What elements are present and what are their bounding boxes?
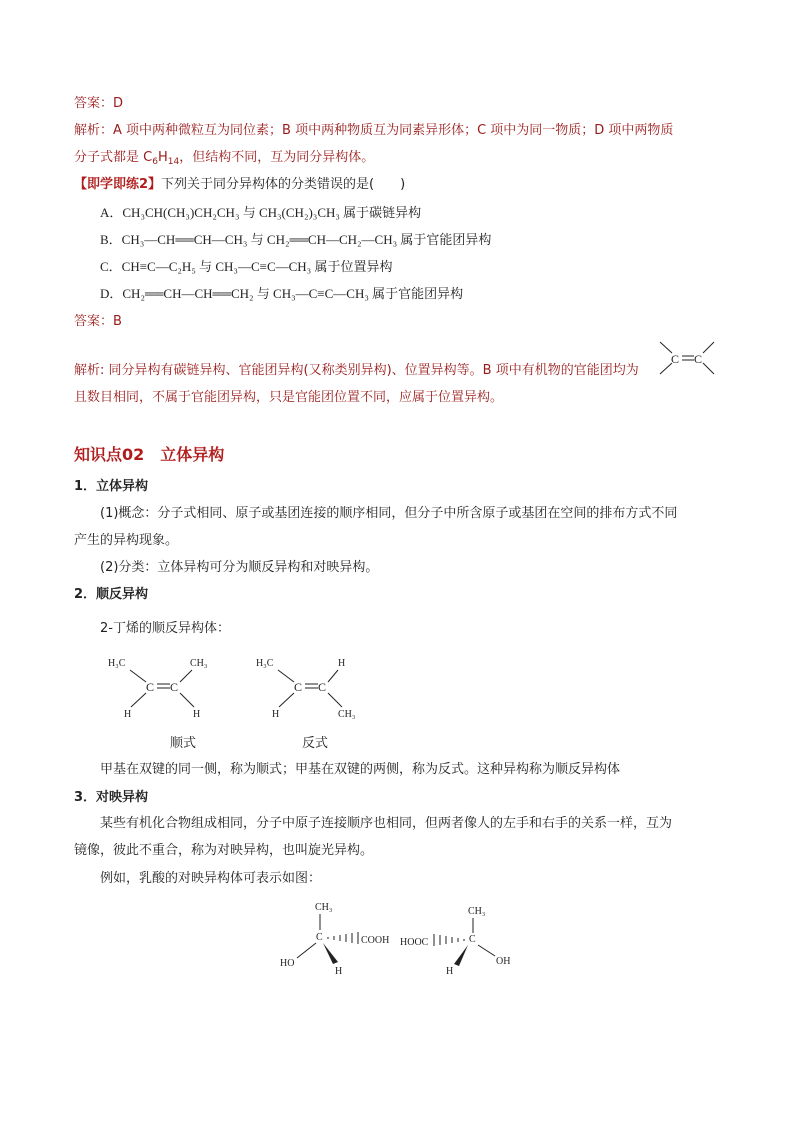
- bond-line: [703, 363, 714, 374]
- s2-description: 甲基在双键的同一侧，称为顺式；甲基在双键的两侧，称为反式。这种异构称为顺反异构体: [100, 762, 621, 777]
- bond-line: [328, 670, 338, 682]
- lactic-right-hooc: HOOC: [400, 937, 429, 948]
- trans-atom-c2: C: [318, 680, 327, 694]
- s1-classification: (2)分类：立体异构可分为顺反异构和对映异构。: [100, 560, 379, 575]
- bond-line: [703, 342, 714, 353]
- bond-line: [130, 670, 146, 682]
- bond-line: [328, 693, 342, 707]
- option-d: D．CH₂══CH—CH══CH₂ 与 CH₃—C≡C—CH₃ 属于官能团异构: [100, 286, 464, 301]
- trans-atom-h3c: H₃C: [256, 658, 274, 669]
- lactic-left-ho: HO: [280, 958, 295, 969]
- bond-line: [279, 693, 294, 707]
- trans-atom-c1: C: [294, 680, 303, 694]
- section-title: 知识点02 立体异构: [74, 445, 225, 464]
- analysis-1-line-1: 解析：A 项中两种微粒互为同位素；B 项中两种物质互为同素异形体；C 项中为同一物质；D 项中两物质: [74, 123, 674, 138]
- cc-double-bond-diagram: [656, 336, 718, 380]
- trans-atom-h-left: H: [272, 709, 280, 720]
- lactic-left-ch3: CH₃: [315, 902, 333, 913]
- cc-atom-left: C: [671, 352, 680, 366]
- cis-2-butene-structure: [100, 648, 230, 726]
- practice-question-line: [74, 176, 405, 194]
- analysis-1-formula-h: H: [157, 150, 168, 165]
- bond-line: [478, 945, 495, 956]
- bond-line: [131, 693, 146, 707]
- s1-concept-line-2: 产生的异构现象。: [74, 533, 179, 548]
- s3-line-1: 某些有机化合物组成相同，分子中原子连接顺序也相同，但两者像人的左手和右手的关系一样，互为: [100, 816, 673, 831]
- analysis-1-suffix: ，但结构不同，互为同分异构体。: [179, 150, 375, 165]
- lactic-left-h: H: [335, 966, 343, 977]
- s3-line-2: 镜像，彼此不重合，称为对映异构，也叫旋光异构。: [74, 843, 374, 858]
- trans-label: 反式: [302, 736, 329, 751]
- s2-intro: 2-丁烯的顺反异构体：: [100, 621, 230, 636]
- analysis-1-line-2: [74, 149, 374, 171]
- lactic-acid-right-structure: [398, 896, 523, 980]
- analysis-2-line-2: 且数目相同，不属于官能团异构，只是官能团位置不同，应属于位置异构。: [74, 390, 504, 405]
- trans-atom-h: H: [338, 658, 346, 669]
- cis-atom-h-left: H: [124, 709, 132, 720]
- s3-title: 3．对映异构: [74, 790, 149, 805]
- s3-example: 例如，乳酸的对映异构体可表示如图：: [100, 871, 322, 886]
- cc-atom-right: C: [694, 352, 703, 366]
- hashed-bond: [328, 932, 358, 944]
- analysis-2-line-1: 解析: 同分异构有碳链异构、官能团异构(又称类别异构)、位置异构等。B 项中有机物的官能团均为: [74, 363, 639, 378]
- cis-label: 顺式: [170, 736, 197, 751]
- cis-atom-h3c: H₃C: [108, 658, 126, 669]
- lactic-right-h: H: [446, 966, 454, 977]
- analysis-1-sub-1: 6: [152, 157, 158, 167]
- s1-title: 1．立体异构: [74, 479, 149, 494]
- cis-atom-h-right: H: [193, 709, 201, 720]
- lactic-right-ch3: CH₃: [468, 906, 486, 917]
- s2-title: 2．顺反异构: [74, 587, 149, 602]
- option-a: A．CH₃CH(CH₃)CH₂CH₃ 与 CH₃(CH₂)₃CH₃ 属于碳链异构: [100, 205, 422, 220]
- analysis-1-sub-2: 14: [167, 157, 180, 167]
- answer-1: 答案：D: [74, 96, 124, 111]
- bond-line: [180, 693, 194, 707]
- lactic-left-cooh: COOH: [361, 935, 390, 946]
- bond-line: [180, 670, 192, 682]
- s1-concept-line-1: (1)概念：分子式相同、原子或基团连接的顺序相同，但分子中所含原子或基团在空间的排布方式不同: [100, 506, 678, 521]
- wedge-bond: [454, 945, 468, 966]
- option-c: C．CH≡C—C₂H₅ 与 CH₃—C≡C—CH₃ 属于位置异构: [100, 259, 393, 274]
- cis-atom-ch3: CH₃: [190, 658, 208, 669]
- lactic-acid-left-structure: [275, 896, 395, 980]
- bond-line: [297, 943, 316, 958]
- lactic-left-c: C: [316, 932, 323, 943]
- lactic-right-c: C: [469, 934, 476, 945]
- trans-atom-ch3: CH₃: [338, 709, 356, 720]
- wedge-bond: [323, 943, 338, 964]
- practice-question: 下列关于同分异构体的分类错误的是( ): [161, 177, 406, 192]
- trans-2-butene-structure: [250, 648, 380, 726]
- practice-tag: 【即学即练2】: [74, 177, 162, 192]
- analysis-1-formula-prefix: 分子式都是 C: [74, 150, 153, 165]
- cis-atom-c2: C: [170, 680, 179, 694]
- option-b: B．CH₃—CH══CH—CH₃ 与 CH₂══CH—CH₂—CH₃ 属于官能团异构: [100, 232, 492, 247]
- cis-atom-c1: C: [146, 680, 155, 694]
- bond-line: [278, 670, 294, 682]
- lactic-right-oh: OH: [496, 956, 511, 967]
- answer-2: 答案：B: [74, 314, 122, 329]
- hashed-bond: [434, 934, 464, 946]
